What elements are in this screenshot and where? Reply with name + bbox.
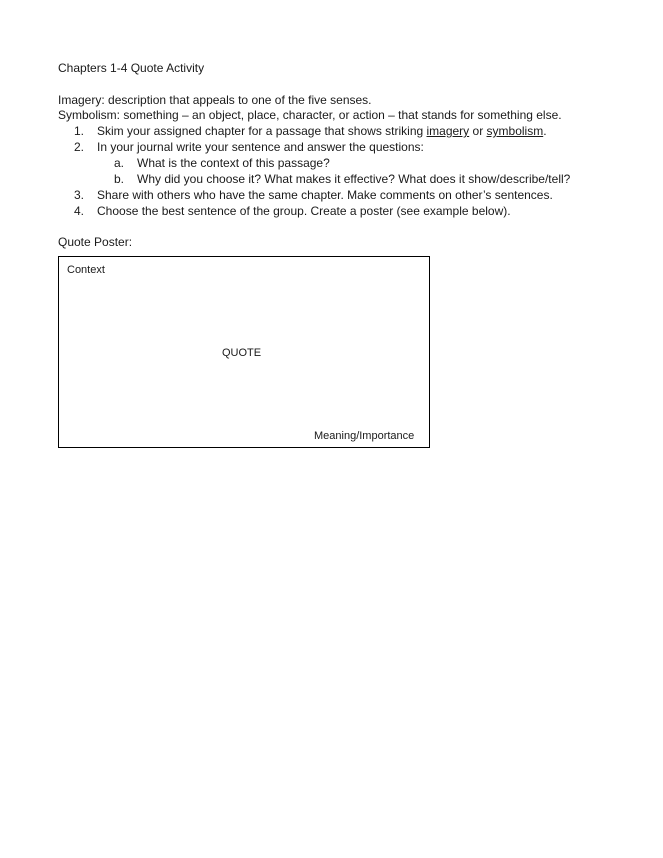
imagery-definition: Imagery: description that appeals to one of the five senses. bbox=[58, 93, 372, 107]
symbolism-term: symbolism bbox=[486, 124, 544, 138]
step-text-part: . bbox=[543, 124, 547, 138]
step-number: 3. bbox=[73, 188, 84, 202]
document-title: Chapters 1-4 Quote Activity bbox=[58, 61, 205, 75]
step-number: 2. bbox=[73, 140, 84, 154]
poster-quote-label: QUOTE bbox=[222, 347, 262, 359]
step-text-part: or bbox=[469, 124, 487, 138]
substep-text: What is the context of this passage? bbox=[137, 156, 330, 170]
step-text bbox=[97, 123, 547, 139]
poster-meaning-label: Meaning/Importance bbox=[314, 430, 415, 442]
symbolism-definition: Symbolism: something – an object, place, character, or action – that stands for something else. bbox=[58, 108, 562, 122]
substep-letter: b. bbox=[113, 172, 124, 186]
imagery-term: imagery bbox=[426, 124, 470, 138]
substep-text: Why did you choose it? What makes it effective? What does it show/describe/tell? bbox=[137, 172, 571, 186]
step-text: Choose the best sentence of the group. Create a poster (see example below). bbox=[97, 204, 511, 218]
quote-poster-box bbox=[58, 256, 430, 448]
poster-context-label: Context bbox=[67, 264, 105, 276]
step-number: 1. bbox=[73, 124, 84, 138]
step-text: Share with others who have the same chapter. Make comments on other’s sentences. bbox=[97, 188, 553, 202]
step-text: In your journal write your sentence and answer the questions: bbox=[97, 140, 424, 154]
step-text-part: Skim your assigned chapter for a passage that shows striking bbox=[97, 124, 427, 138]
step-number: 4. bbox=[73, 204, 84, 218]
substep-letter: a. bbox=[113, 156, 124, 170]
poster-label: Quote Poster: bbox=[58, 235, 133, 249]
